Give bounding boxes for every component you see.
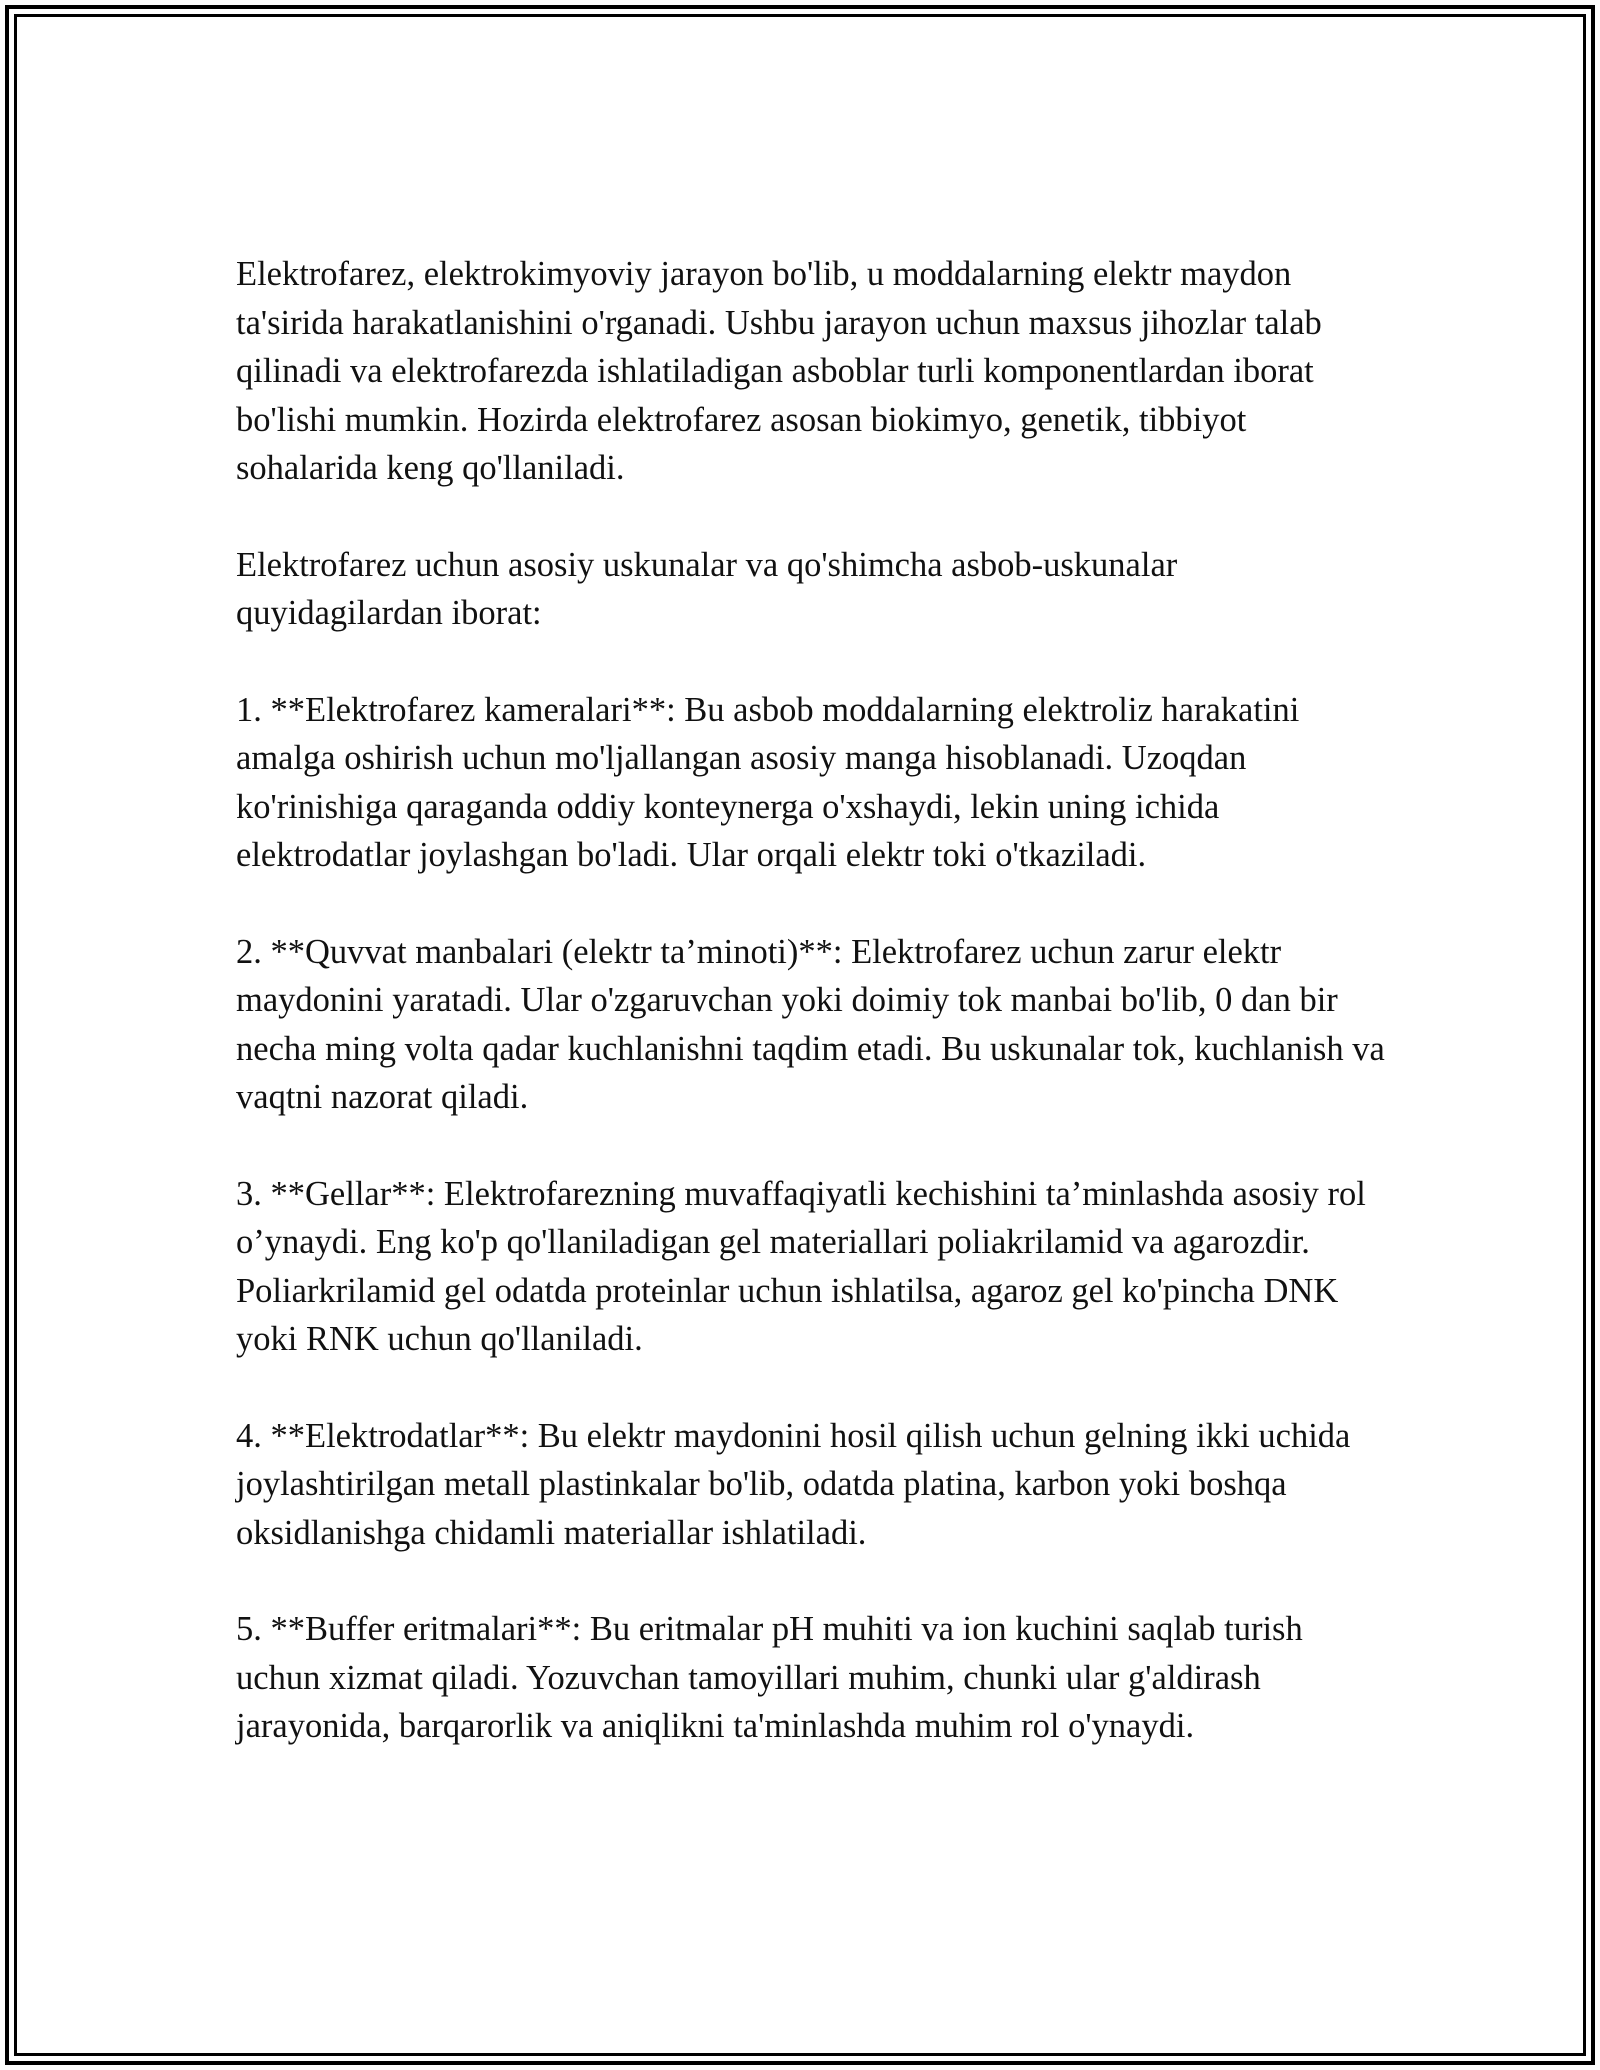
list-item-electrodes: 4. **Elektrodatlar**: Bu elektr maydonini hosil qilish uchun gelning ikki uchida joylashtirilgan metall plastinkalar bo'lib, odatda platina, karbon yoki boshqa oksidlanishga chidamli materiallar ishlatiladi.: [236, 1416, 1351, 1552]
equipment-lead-paragraph: Elektrofarez uchun asosiy uskunalar va qo'shimcha asbob-uskunalar quyidagilardan iborat:: [236, 545, 1178, 632]
list-item-power-sources: 2. **Quvvat manbalari (elektr ta’minoti)**: Elektrofarez uchun zarur elektr maydonini yaratadi. Ular o'zgaruvchan yoki doimiy tok manbai bo'lib, 0 dan bir necha ming volta qadar kuchlanishni taqdim etadi. Bu uskunalar tok, kuchlanish va vaqtni nazorat qiladi.: [236, 932, 1385, 1116]
document-body: [236, 250, 1386, 1799]
list-item-chambers: 1. **Elektrofarez kameralari**: Bu asbob moddalarning elektroliz harakatini amalga oshirish uchun mo'ljallangan asosiy manga hisoblanadi. Uzoqdan ko'rinishiga qaraganda oddiy konteynerga o'xshaydi, lekin uning ichida elektrodatlar joylashgan bo'ladi. Ular orqali elektr toki o'tkaziladi.: [236, 690, 1300, 874]
list-item-gels: 3. **Gellar**: Elektrofarezning muvaffaqiyatli kechishini ta’minlashda asosiy rol o’ynaydi. Eng ko'p qo'llaniladigan gel materiallari poliakrilamid va agarozdir. Poliarkrilamid gel odatda proteinlar uchun ishlatilsa, agaroz gel ko'pincha DNK yoki RNK uchun qo'llaniladi.: [236, 1174, 1366, 1358]
list-item-buffer-solutions: 5. **Buffer eritmalari**: Bu eritmalar pH muhiti va ion kuchini saqlab turish uchun xizmat qiladi. Yozuvchan tamoyillari muhim, chunki ular g'aldirash jarayonida, barqarorlik va aniqlikni ta'minlashda muhim rol o'ynaydi.: [236, 1610, 1303, 1745]
intro-paragraph: Elektrofarez, elektrokimyoviy jarayon bo'lib, u moddalarning elektr maydon ta'sirida harakatlanishini o'rganadi. Ushbu jarayon uchun maxsus jihozlar talab qilinadi va elektrofarezda ishlatiladigan asboblar turli komponentlardan iborat bo'lishi mumkin. Hozirda elektrofarez asosan biokimyo, genetik, tibbiyot sohalarida keng qo'llaniladi.: [236, 255, 1322, 487]
